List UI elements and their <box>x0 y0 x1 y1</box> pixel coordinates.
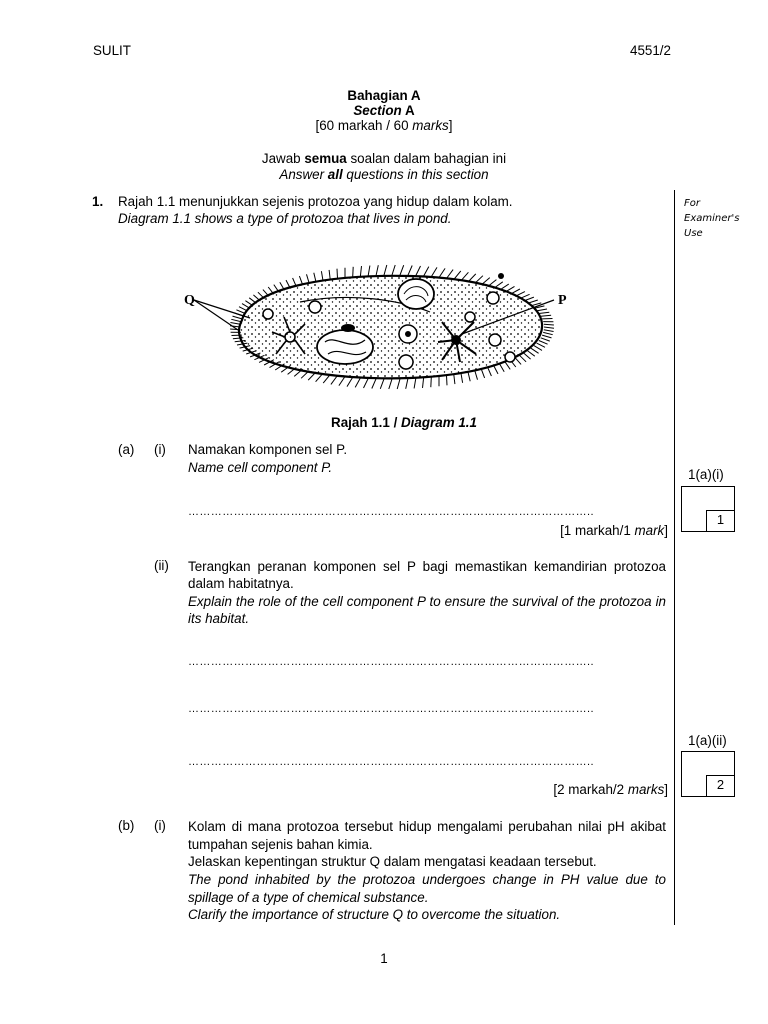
cilium <box>544 327 554 328</box>
cilium <box>380 379 384 389</box>
cilium <box>424 267 429 277</box>
cilium <box>531 348 539 353</box>
cilium <box>406 379 408 389</box>
answer-line-a-ii-2[interactable]: …………………………………………………………………………………………….. <box>188 703 594 715</box>
section-marks: [60 markah / 60 marks] <box>315 118 453 133</box>
part-b-i-question-my-1: Kolam di mana protozoa tersebut hidup mengalami perubahan nilai pH akibat tumpahan sejenis bahan kimia. <box>188 819 666 852</box>
part-a-i-marks: [1 markah/1 mark] <box>560 523 668 538</box>
cilium <box>537 309 547 311</box>
cilium <box>364 378 369 388</box>
micronucleus <box>341 324 355 332</box>
cilium <box>372 379 376 389</box>
cilium <box>534 346 542 351</box>
part-a-ii-question-my: Terangkan peranan komponen sel P bagi memastikan kemandirian protozoa dalam habitatnya. <box>188 559 666 591</box>
score-box-a-i-label: 1(a)(i) <box>688 467 724 482</box>
cilium <box>461 373 463 383</box>
protozoa-diagram <box>180 262 590 392</box>
cilium <box>524 353 531 359</box>
cilium <box>520 355 527 362</box>
answer-line-a-ii-1[interactable]: …………………………………………………………………………………………….. <box>188 656 594 668</box>
part-a-i-question-en: Name cell component P. <box>188 460 333 475</box>
cilium <box>339 377 345 386</box>
cilium <box>230 323 240 325</box>
cilium <box>481 369 484 378</box>
cilium <box>539 312 550 313</box>
cilium <box>384 265 387 275</box>
part-a-ii-marks: [2 markah/2 marks] <box>553 782 668 797</box>
cilium <box>321 271 323 281</box>
cilium <box>408 266 412 276</box>
cilium <box>494 366 498 374</box>
cilium <box>329 270 330 280</box>
score-box-a-ii-max: 2 <box>706 775 735 797</box>
cilium <box>544 324 554 325</box>
cilium <box>447 376 448 386</box>
cilium <box>431 267 437 276</box>
cilium <box>347 377 353 386</box>
question-stem-my: Rajah 1.1 menunjukkan sejenis protozoa yang hidup dalam kolam. <box>118 194 513 209</box>
cilium <box>431 377 432 387</box>
leader-line-q1 <box>194 300 250 318</box>
page-number: 1 <box>380 951 388 966</box>
part-a-ii-label: (ii) <box>154 558 169 573</box>
section-title-my: Bahagian A <box>347 88 421 103</box>
cilium <box>414 378 416 388</box>
cilium <box>544 330 554 332</box>
part-a-label: (a) <box>118 442 135 457</box>
cilium <box>397 379 400 389</box>
cilium <box>539 341 548 345</box>
examiner-divider <box>674 190 675 925</box>
header-right: 4551/2 <box>630 43 671 58</box>
part-b-i-question-en-1: The pond inhabited by the protozoa undergoes change in PH value due to spillage of a type of chemical substance. <box>188 872 666 905</box>
gullet <box>398 279 434 309</box>
section-title-en: Section A <box>353 103 415 118</box>
label-p: P <box>558 293 567 308</box>
section-instruction-my: Jawab semua soalan dalam bahagian ini <box>261 151 507 166</box>
diagram-caption: Rajah 1.1 / Diagram 1.1 <box>331 415 477 430</box>
cilium <box>400 265 404 275</box>
part-a-i-label: (i) <box>154 442 166 457</box>
cilium <box>468 372 470 381</box>
cilium <box>527 351 534 357</box>
macronucleus <box>317 330 373 364</box>
leader-line-q2 <box>194 300 238 330</box>
cilium <box>515 358 521 365</box>
cilium <box>416 266 421 276</box>
cilium <box>376 265 378 275</box>
cilium <box>337 269 338 279</box>
score-box-a-ii-label: 1(a)(ii) <box>688 733 727 748</box>
cilium <box>423 378 424 388</box>
part-b-i-label: (i) <box>154 818 166 833</box>
cilium <box>537 343 545 347</box>
part-b-i-question-en-2: Clarify the importance of structure Q to overcome the situation. <box>188 907 561 922</box>
part-a-i-question-my: Namakan komponen sel P. <box>188 442 348 457</box>
cilium <box>542 335 551 338</box>
cilium <box>500 364 505 372</box>
cilium <box>392 265 395 275</box>
label-q: Q <box>184 293 195 308</box>
cilium <box>447 270 454 279</box>
part-b-label: (b) <box>118 818 135 833</box>
cilium <box>541 338 550 341</box>
cilium <box>231 319 241 321</box>
cilium <box>543 332 553 334</box>
answer-line-a-i[interactable]: …………………………………………………………………………………………….. <box>188 506 594 518</box>
question-number: 1. <box>92 194 104 209</box>
cilium <box>541 315 551 316</box>
cell-body-outline <box>239 276 542 379</box>
examiner-note: For Examiner's Use <box>684 198 740 239</box>
cilium <box>355 378 360 388</box>
part-a-ii-question-en: Explain the role of the cell component P to ensure the survival of the protozoa in its habitat. <box>188 594 666 626</box>
cilium <box>475 371 478 380</box>
part-b-i-question-my-2: Jelaskan kepentingan struktur Q dalam mengatasi keadaan tersebut. <box>188 854 597 869</box>
cilium <box>389 379 392 389</box>
section-instruction-en: Answer all questions in this section <box>279 167 489 182</box>
cilium <box>488 367 492 376</box>
header-left: SULIT <box>93 43 131 58</box>
cilium <box>360 266 361 276</box>
cilium <box>368 266 370 276</box>
cilium <box>505 362 510 370</box>
cilium <box>439 268 445 277</box>
cilium <box>233 316 242 319</box>
answer-line-a-ii-3[interactable]: …………………………………………………………………………………………….. <box>188 756 594 768</box>
cilium <box>454 375 455 385</box>
question-stem-en: Diagram 1.1 shows a type of protozoa that lives in pond. <box>118 211 452 226</box>
score-box-a-i-max: 1 <box>706 510 735 532</box>
cilium <box>353 267 354 277</box>
